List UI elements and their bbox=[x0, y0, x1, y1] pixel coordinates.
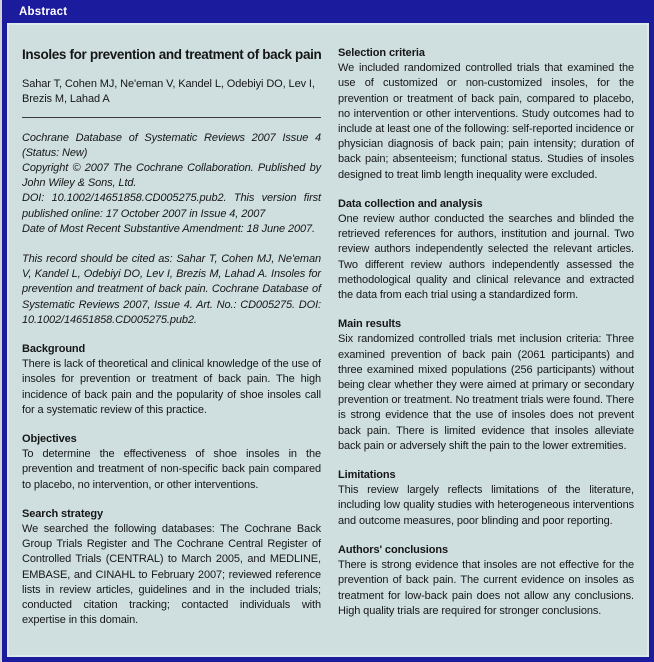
section-search-strategy-heading: Search strategy bbox=[22, 507, 104, 520]
section-data-collection-body: One review author conducted the searches and blinded the retrieved references for authors, institution and journal. Two review authors independently selected the relevant articles. Two different review authors independently assessed the methodological quality and clinical relevance and extracted the data from each trial using a standardized form. bbox=[338, 213, 634, 302]
section-authors-conclusions bbox=[338, 543, 634, 619]
section-selection-criteria-heading: Selection criteria bbox=[338, 47, 425, 59]
right-column bbox=[338, 40, 634, 655]
publication-info bbox=[22, 131, 321, 237]
publication-issue-line: Cochrane Database of Systematic Reviews 2007 Issue 4 (Status: New) bbox=[22, 131, 321, 159]
content-area bbox=[7, 23, 649, 657]
left-column bbox=[22, 40, 321, 655]
abstract-header-bar bbox=[2, 0, 654, 23]
section-background bbox=[22, 342, 321, 418]
section-main-results bbox=[338, 317, 634, 454]
publication-amendment-line: Date of Most Recent Substantive Amendment: 18 June 2007. bbox=[22, 222, 316, 235]
citation-text: This record should be cited as: Sahar T, Cohen MJ, Ne'eman V, Kandel L, Odebiyi DO, Lev I, Brezis M, Lahad A. Insoles for prevention and treatment of back pain. Cochrane Database of Systematic Reviews 2007, Issue 4. Art. No.: CD005275. DOI: 10.1002/14651858.CD005275.pub2. bbox=[22, 253, 321, 326]
section-objectives-body: To determine the effectiveness of shoe insoles in the prevention and treatment of non-specific back pain compared to placebo, no intervention, or other interventions. bbox=[22, 448, 321, 491]
section-authors-conclusions-body: There is strong evidence that insoles are not effective for the prevention of back pain. The current evidence on insoles as treatment for low-back pain does not allow any conclusions. High quality trials are required for stronger conclusions. bbox=[338, 559, 634, 617]
header-title: Abstract bbox=[19, 5, 68, 18]
section-objectives bbox=[22, 432, 321, 493]
section-objectives-heading: Objectives bbox=[22, 433, 77, 446]
article-title: Insoles for prevention and treatment of back pain bbox=[22, 47, 322, 62]
section-selection-criteria-body: We included randomized controlled trials that examined the use of customized or non-customized insoles, for the prevention or treatment of back pain, compared to placebo, no intervention or other interventions. Study outcomes had to include at least one of the following: self-reported incidence or physician diagnosis of back pain; pain intensity; duration of back pain; absenteeism; functional status. Studies of insoles designed to treat limb length inequality were excluded. bbox=[338, 62, 634, 181]
article-authors: Sahar T, Cohen MJ, Ne'eman V, Kandel L, Odebiyi DO, Lev I, Brezis M, Lahad A bbox=[22, 78, 315, 106]
section-background-body: There is lack of theoretical and clinical knowledge of the use of insoles for prevention or treatment of back pain. The high incidence of back pain and the popularity of shoe insoles call for a systematic review of this practice. bbox=[22, 358, 321, 416]
section-search-strategy-body: We searched the following databases: The Cochrane Back Group Trials Register and The Cochrane Central Register of Controlled Trials (CENTRAL) to March 2005, and MEDLINE, EMBASE, and CINAHL to February 2007; reviewed reference lists in review articles, guidelines and in the included trials; conducted citation tracking; contacted individuals with expertise in this domain. bbox=[22, 523, 321, 627]
section-authors-conclusions-heading: Authors' conclusions bbox=[338, 543, 449, 556]
section-limitations-body: This review largely reflects limitations of the literature, including low quality studies with heterogeneous interventions and outcome measures, poor blinding and poor reporting. bbox=[338, 484, 634, 527]
publication-doi-line: DOI: 10.1002/14651858.CD005275.pub2. This version first published online: 17 October 2007 in Issue 4, 2007 bbox=[22, 192, 321, 220]
section-search-strategy bbox=[22, 507, 321, 629]
author-divider-rule bbox=[22, 117, 321, 118]
section-main-results-heading: Main results bbox=[338, 318, 401, 331]
section-selection-criteria bbox=[338, 46, 634, 183]
section-background-heading: Background bbox=[22, 343, 86, 356]
section-limitations-heading: Limitations bbox=[338, 469, 396, 482]
section-limitations bbox=[338, 468, 634, 529]
publication-copyright-line: Copyright © 2007 The Cochrane Collaboration. Published by John Wiley & Sons, Ltd. bbox=[22, 162, 321, 190]
section-data-collection-heading: Data collection and analysis bbox=[338, 197, 483, 210]
section-data-collection bbox=[338, 197, 634, 303]
section-main-results-body: Six randomized controlled trials met inclusion criteria: Three examined prevention of back pain (2061 participants) and three examined mixed populations (256 participants) without being clear whether they were aimed at primary or secondary prevention or treatment. No treatment trials were found. There is strong evidence that the use of insoles does not prevent back pain. There is limited evidence that insoles alleviate back pain or adversely shift the pain to the lower extremities. bbox=[338, 333, 634, 452]
